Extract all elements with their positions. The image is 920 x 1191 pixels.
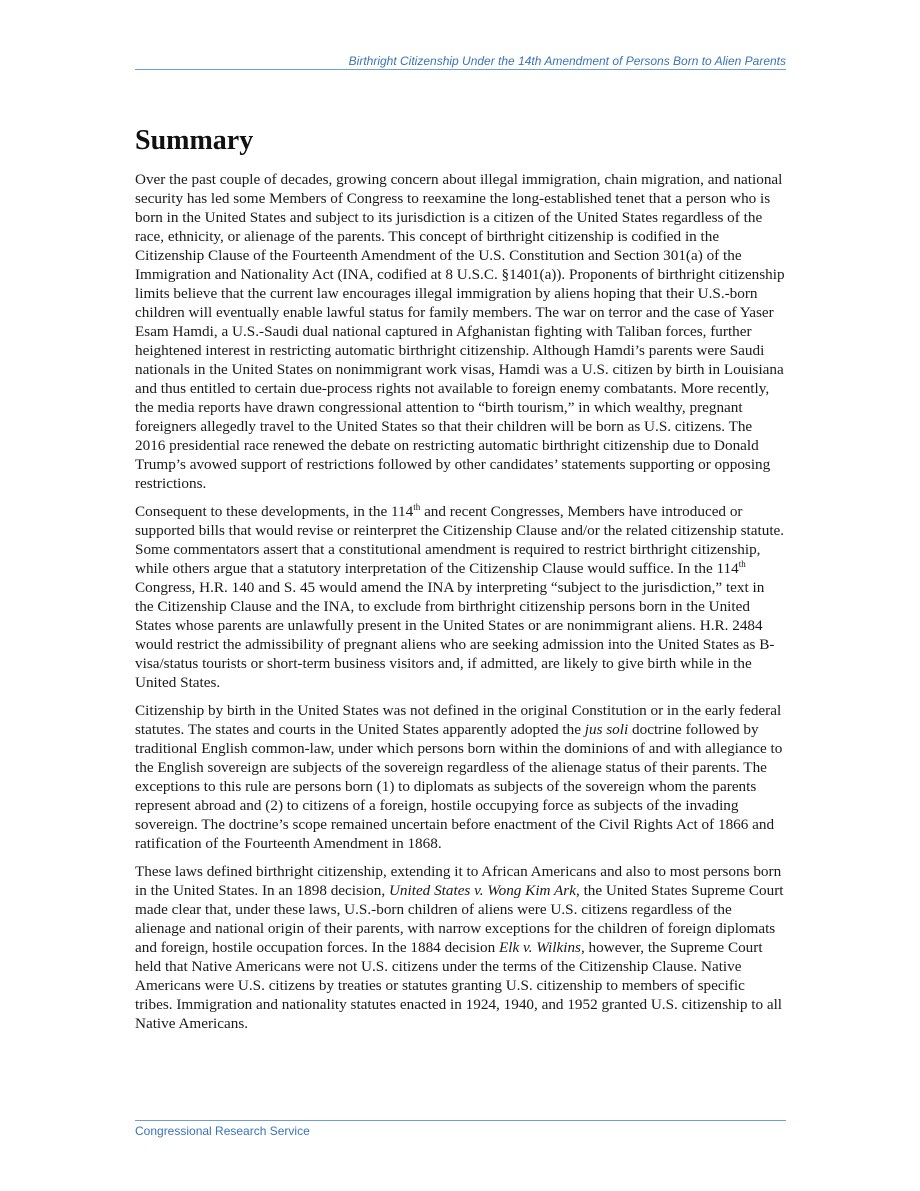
italic-term: jus soli: [584, 721, 629, 738]
footer-organization: Congressional Research Service: [135, 1124, 310, 1138]
paragraph-text: Consequent to these developments, in the 114: [135, 503, 414, 520]
summary-paragraph-2: [135, 502, 786, 692]
section-heading: Summary: [135, 125, 254, 156]
paragraph-text: Citizenship by birth in the United States was not defined in the original Constitution or in the early federal statutes. The states and courts in the United States apparently adopted the: [135, 702, 782, 738]
paragraph-text: These laws defined birthright citizenship, extending it to African Americans and also to most persons born in the United States. In an 1898 decision,: [135, 863, 782, 899]
case-name: Elk v. Wilkins: [498, 939, 581, 956]
paragraph-text: , the United States Supreme Court made clear that, under these laws, U.S.-born children of aliens were U.S. citizens regardless of the alienage and national origin of their parents, with narrow exceptions for the children of foreign diplomats and foreign, hostile occupation forces. In the 1884 decision: [135, 882, 784, 956]
paragraph-text: , however, the Supreme Court held that Native Americans were not U.S. citizens under the terms of the Citizenship Clause. Native Americans were U.S. citizens by treaties or statutes granting U.S. citizenship to members of specific tribes. Immigration and nationality statutes enacted in 1924, 1940, and 1952 granted U.S. citizenship to all Native Americans.: [135, 939, 783, 1032]
summary-paragraph-4: [135, 862, 786, 1033]
paragraph-text: Congress, H.R. 140 and S. 45 would amend the INA by interpreting “subject to the jurisdiction,” text in the Citizenship Clause and the INA, to exclude from birthright citizenship persons born in the United States whose parents are unlawfully present in the United States or are nonimmigrant aliens. H.R. 2484 would restrict the admissibility of pregnant aliens who are seeking admission into the United States as B-visa/status tourists or short-term business visitors and, if admitted, are likely to give birth while in the United States.: [135, 579, 775, 691]
paragraph-text: Over the past couple of decades, growing concern about illegal immigration, chain migration, and national security has led some Members of Congress to reexamine the long-established tenet that a person who is born in the United States and subject to its jurisdiction is a citizen of the United States regardless of the race, ethnicity, or alienage of the parents. This concept of birthright citizenship is codified in the Citizenship Clause of the Fourteenth Amendment of the U.S. Constitution and Section 301(a) of the Immigration and Nationality Act (INA, codified at 8 U.S.C. §1401(a)). Proponents of birthright citizenship limits believe that the current law encourages illegal immigration by aliens hoping that their U.S.-born children will eventually enable lawful status for family members. The war on terror and the case of Yaser Esam Hamdi, a U.S.-Saudi dual national captured in Afghanistan fighting with Taliban forces, further heightened interest in restricting automatic birthright citizenship. Although Hamdi’s parents were Saudi nationals in the United States on nonimmigrant work visas, Hamdi was a U.S. citizen by birth in Louisiana and thus entitled to certain due-process rights not available to foreign enemy combatants. More recently, the media reports have drawn congressional attention to “birth tourism,” in which wealthy, pregnant foreigners allegedly travel to the United States so that their children will be born as U.S. citizens. The 2016 presidential race renewed the debate on restricting automatic birthright citizenship due to Donald Trump’s avowed support of restrictions followed by other candidates’ statements supporting or opposing restrictions.: [135, 171, 785, 492]
ordinal-suffix: th: [413, 501, 421, 512]
paragraph-text: doctrine followed by traditional English common-law, under which persons born within the dominions of and with allegiance to the English sovereign are subjects of the sovereign regardless of the alienage status of their parents. The exceptions to this rule are persons born (1) to diplomats as subjects of the sovereign whom the parents represent abroad and (2) to citizens of a foreign, hostile occupying force as subjects of the invading sovereign. The doctrine’s scope remained uncertain before enactment of the Civil Rights Act of 1866 and ratification of the Fourteenth Amendment in 1868.: [135, 721, 783, 852]
ordinal-suffix: th: [738, 558, 746, 569]
summary-paragraph-3: [135, 701, 786, 853]
paragraph-text: and recent Congresses, Members have introduced or supported bills that would revise or reinterpret the Citizenship Clause and/or the related citizenship statute. Some commentators assert that a constitutional amendment is required to restrict birthright citizenship, while others argue that a statutory interpretation of the Citizenship Clause would suffice. In the 114: [135, 503, 785, 577]
case-name: United States v. Wong Kim Ark: [388, 882, 576, 899]
footer-divider: [135, 1120, 786, 1121]
main-content: [135, 124, 786, 1042]
running-header-title: Birthright Citizenship Under the 14th Amendment of Persons Born to Alien Parents: [348, 54, 786, 68]
summary-paragraph-1: [135, 170, 786, 493]
header-divider: [135, 69, 786, 70]
